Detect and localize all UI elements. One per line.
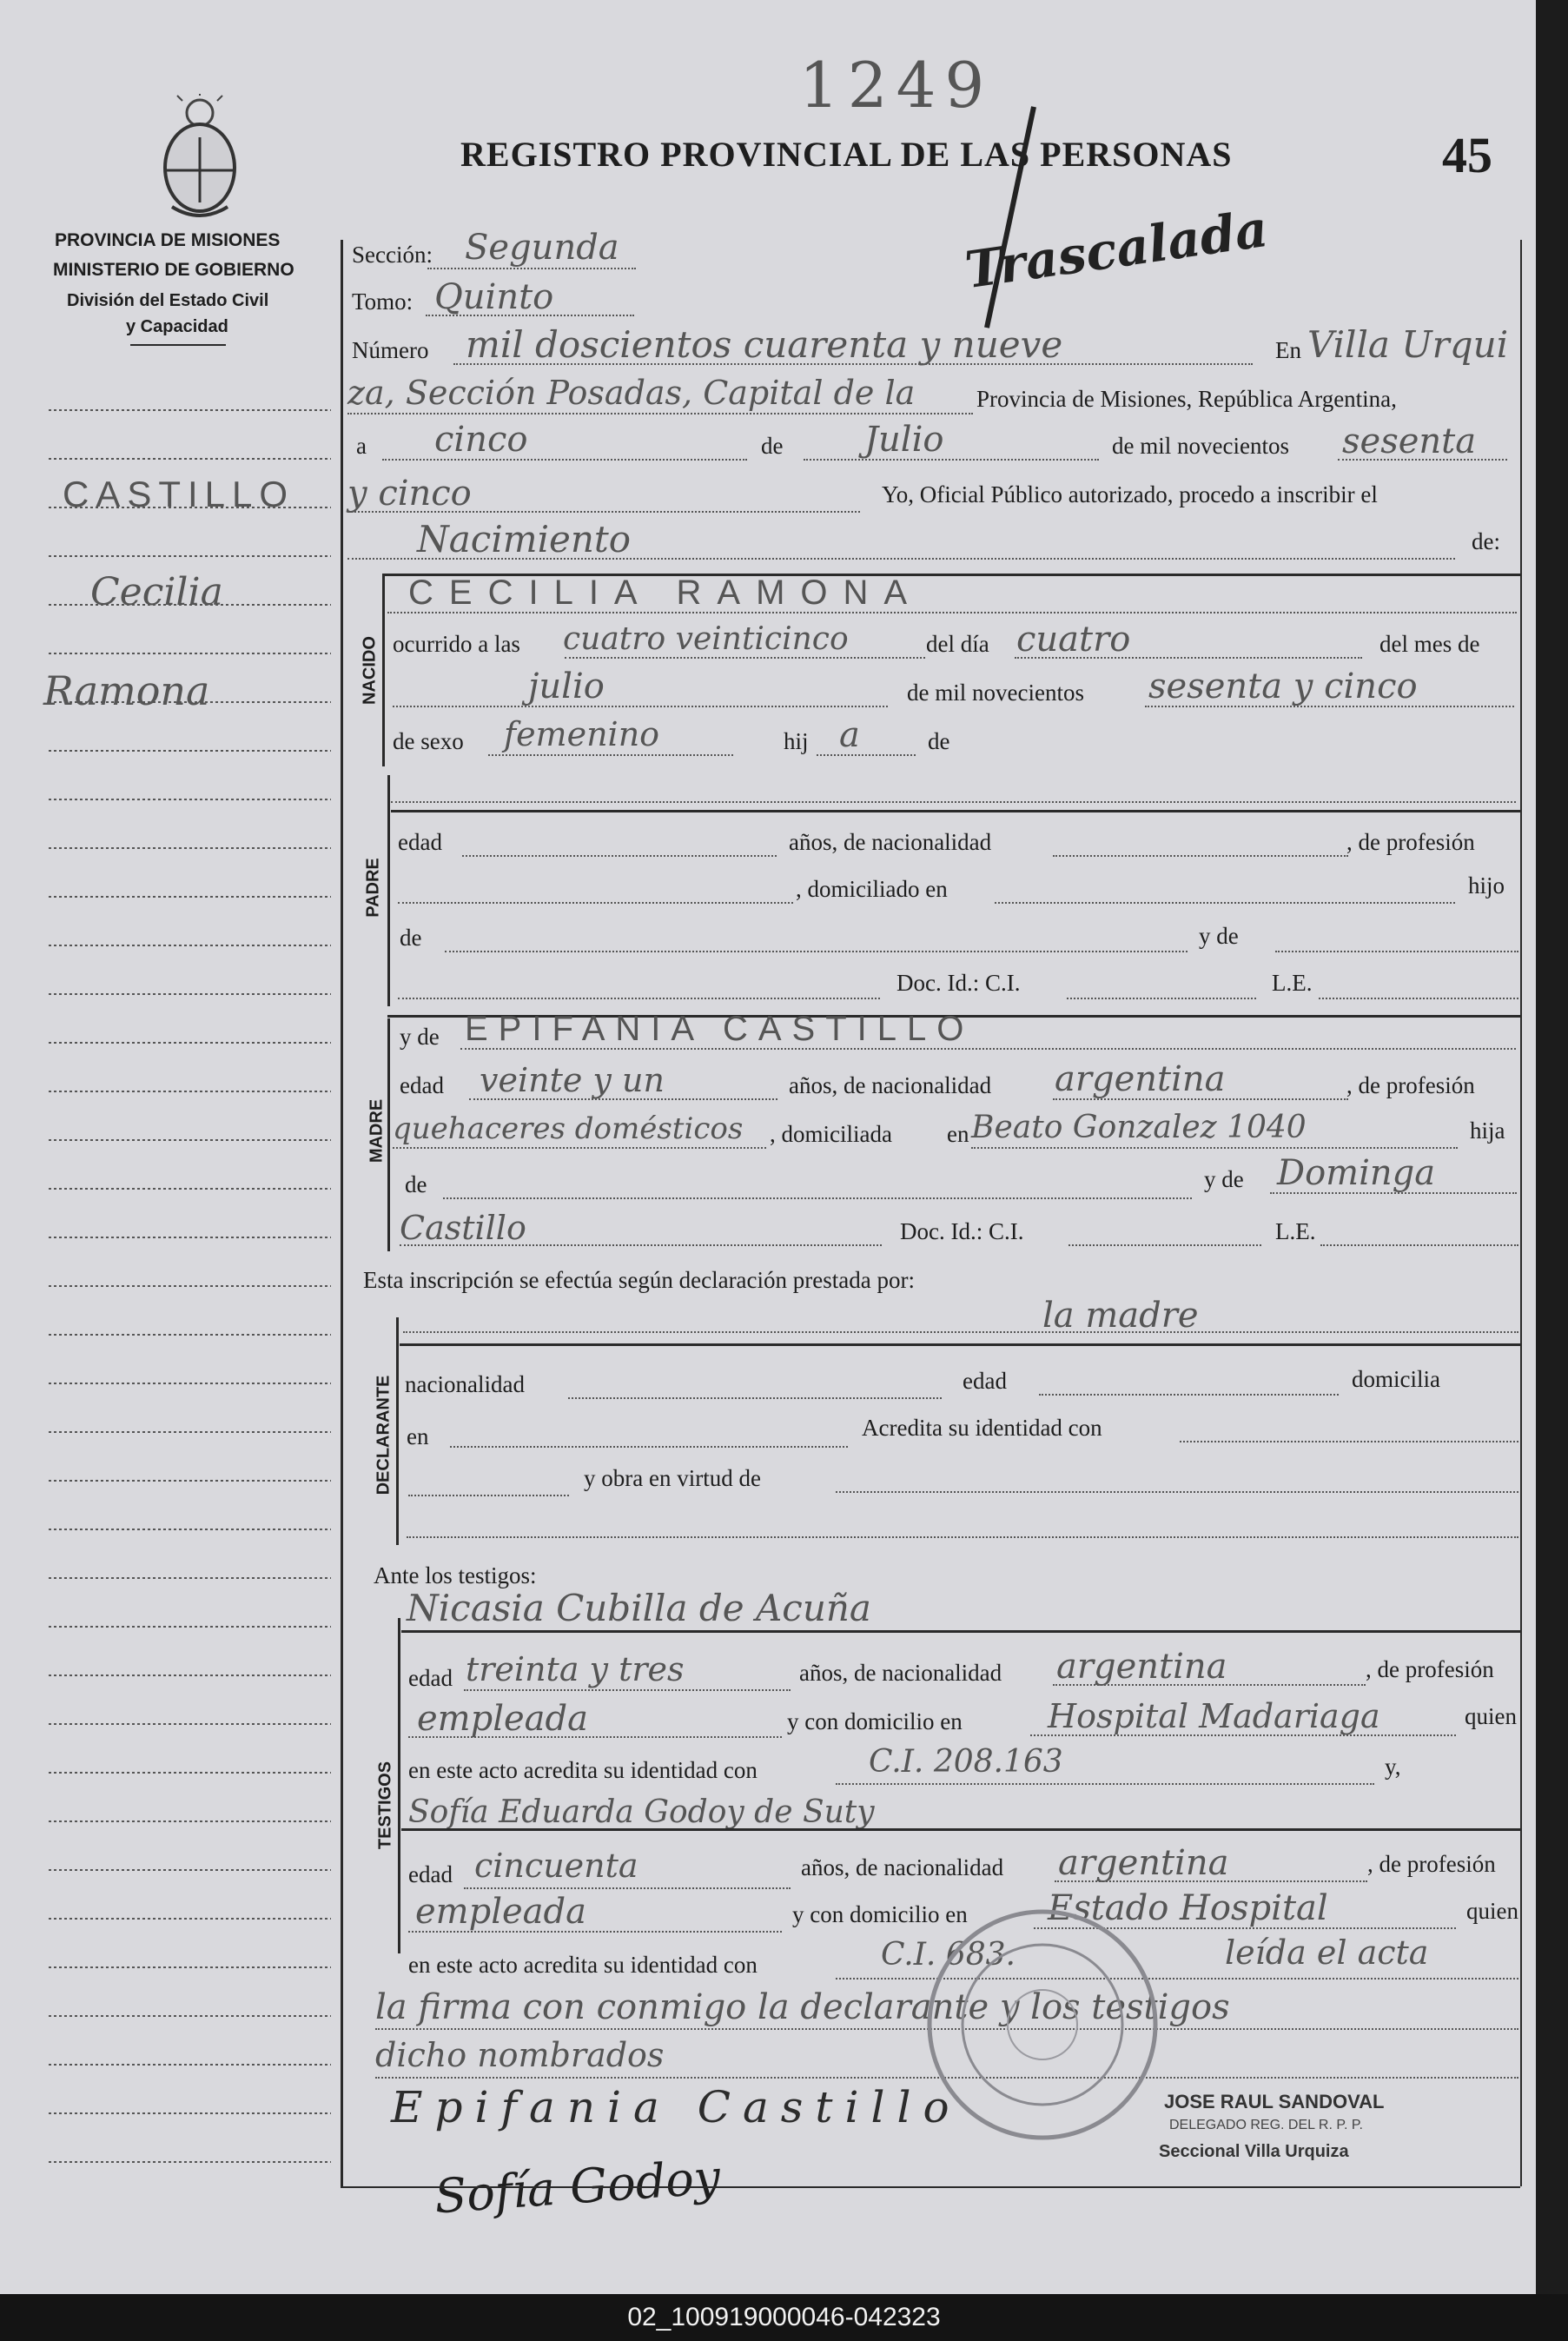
decl-domicilia-label: domicilia	[1352, 1366, 1440, 1392]
padre-doc-label: Doc. Id.: C.I.	[896, 970, 1021, 996]
officer-title: DELEGADO REG. DEL R. P. P.	[1169, 2118, 1363, 2132]
province-label: PROVINCIA DE MISIONES	[55, 230, 281, 250]
tomo-label: Tomo:	[352, 288, 414, 315]
officer-office: Seccional Villa Urquiza	[1159, 2142, 1349, 2161]
del-dia-label: del día	[926, 631, 989, 657]
acto-value: Nacimiento	[417, 518, 632, 560]
testigos-intro: Ante los testigos:	[374, 1562, 537, 1588]
en-label: En	[1275, 337, 1301, 363]
declaracion-text: Esta inscripción se efectúa según declaración prestada por:	[363, 1267, 915, 1293]
madre-nacionalidad-value: argentina	[1055, 1059, 1226, 1099]
margin-surname: CASTILLO	[63, 474, 295, 514]
officer-name: JOSE RAUL SANDOVAL	[1164, 2091, 1385, 2112]
year-value-1: sesenta	[1342, 421, 1477, 461]
t2-name: Sofía Eduarda Godoy de Suty	[408, 1794, 875, 1830]
t1-edad: treinta y tres	[466, 1650, 685, 1688]
nacido-name: CECILIA RAMONA	[408, 574, 923, 612]
numero-label: Número	[352, 337, 429, 363]
decl-acredita-label: Acredita su identidad con	[862, 1415, 1102, 1441]
mes-value: julio	[528, 666, 605, 706]
t1-profesion-label: , de profesión	[1366, 1656, 1494, 1682]
madre-profesion-value: quehaceres domésticos	[393, 1111, 744, 1146]
year-prefix: de mil novecientos	[1112, 433, 1289, 459]
month-value: Julio	[864, 420, 944, 460]
t1-domicilio-label: y con domicilio en	[787, 1708, 963, 1734]
de-label-nacido: de	[928, 728, 950, 754]
padre-y-de-label: y de	[1199, 923, 1239, 949]
del-mes-label: del mes de	[1379, 631, 1480, 657]
madre-madre-value1: Dominga	[1277, 1153, 1436, 1193]
tomo-value: Quinto	[434, 277, 554, 317]
declarant-signature: Epifania Castillo	[391, 2082, 962, 2132]
scan-id: 02_100919000046-042323	[627, 2303, 941, 2331]
hij-label: hij	[784, 728, 809, 754]
margin-name2: Ramona	[43, 667, 210, 714]
t2-tail: leída el acta	[1225, 1933, 1429, 1972]
t1-name: Nicasia Cubilla de Acuña	[407, 1587, 871, 1629]
division-label: División del Estado Civil	[67, 291, 269, 310]
de-label: de	[761, 433, 784, 459]
page-title: REGISTRO PROVINCIAL DE LAS PERSONAS	[460, 135, 1233, 174]
decl-obra-label: y obra en virtud de	[584, 1465, 761, 1491]
t1-quien-label: quien	[1465, 1703, 1517, 1729]
padre-anios-label: años, de nacionalidad	[789, 829, 992, 855]
t1-doc: C.I. 208.163	[869, 1744, 1063, 1780]
year-value-2: y cinco	[347, 474, 472, 514]
madre-doc-label: Doc. Id.: C.I.	[900, 1218, 1024, 1244]
sexo-label: de sexo	[393, 728, 464, 754]
madre-profesion-label: , de profesión	[1346, 1072, 1475, 1098]
padre-profesion-label: , de profesión	[1346, 829, 1475, 855]
hora-value: cuatro veinticinco	[563, 621, 849, 657]
t1-domicilio: Hospital Madariaga	[1048, 1697, 1380, 1735]
t2-nacionalidad: argentina	[1058, 1843, 1229, 1883]
stamp-number: 1249	[799, 49, 994, 122]
padre-le-label: L.E.	[1272, 970, 1313, 996]
traslado-annotation: Trascalada	[961, 198, 1272, 301]
decl-nacionalidad-label: nacionalidad	[405, 1371, 525, 1397]
ocurrido-label: ocurrido a las	[393, 631, 520, 657]
t1-nacionalidad: argentina	[1056, 1647, 1227, 1687]
madre-madre-value2: Castillo	[400, 1209, 526, 1247]
closing-line-2: dicho nombrados	[375, 2036, 665, 2074]
madre-le-label: L.E.	[1275, 1218, 1316, 1244]
capacidad-label: y Capacidad	[126, 317, 228, 336]
oficial-text: Yo, Oficial Público autorizado, procedo a inscribir el	[882, 481, 1378, 507]
padre-domiciliado-label: , domiciliado en	[796, 876, 948, 902]
t2-quien-label: quien	[1466, 1898, 1518, 1924]
witness-signature: Sofía Godoy	[433, 2149, 723, 2225]
t1-anios-label: años, de nacionalidad	[799, 1660, 1002, 1686]
day-value: cinco	[434, 420, 528, 460]
coat-of-arms-icon	[156, 94, 243, 224]
padre-de-label: de	[400, 925, 422, 951]
t2-domicilio-label: y con domicilio en	[792, 1901, 968, 1927]
t1-profesion: empleada	[417, 1699, 588, 1739]
closing-line-1: la firma con conmigo la declarante y los testigos	[375, 1987, 1230, 2027]
t1-edad-label: edad	[408, 1665, 453, 1691]
declarante-label: DECLARANTE	[374, 1375, 394, 1495]
decl-edad-label: edad	[963, 1368, 1007, 1394]
seccion-value: Segunda	[465, 228, 619, 268]
madre-edad-value: veinte y un	[480, 1061, 665, 1099]
t2-anios-label: años, de nacionalidad	[801, 1854, 1004, 1880]
numero-value: mil doscientos cuarenta y nueve	[466, 323, 1063, 366]
madre-de-label: de	[405, 1171, 427, 1197]
t2-acredita-label: en este acto acredita su identidad con	[408, 1952, 758, 1978]
padre-edad-label: edad	[398, 829, 442, 855]
ministry-label: MINISTERIO DE GOBIERNO	[53, 260, 294, 280]
scan-footer	[0, 2294, 1568, 2341]
anio-value: sesenta y cinco	[1148, 666, 1418, 706]
provincia-text: Provincia de Misiones, República Argentina,	[976, 386, 1397, 412]
seccion-label: Sección:	[352, 242, 433, 268]
madre-name: EPIFANIA CASTILLO	[465, 1010, 975, 1048]
a-label: a	[356, 433, 367, 459]
t2-profesion-label: , de profesión	[1367, 1851, 1496, 1877]
t2-domicilio: Estado Hospital	[1048, 1888, 1328, 1928]
madre-anios-label: años, de nacionalidad	[789, 1072, 992, 1098]
madre-y-de2-label: y de	[1204, 1166, 1244, 1192]
sexo-value: femenino	[504, 715, 660, 753]
nacido-label: NACIDO	[360, 636, 380, 705]
madre-domicilio-value: Beato Gonzalez 1040	[971, 1110, 1307, 1145]
t1-acredita-label: en este acto acredita su identidad con	[408, 1757, 758, 1783]
decl-en-label: en	[407, 1423, 429, 1449]
madre-label: MADRE	[367, 1098, 387, 1164]
de-colon: de:	[1472, 528, 1500, 554]
t1-y-label: y,	[1385, 1754, 1401, 1780]
page-number: 45	[1442, 127, 1492, 183]
madre-edad-label: edad	[400, 1072, 444, 1098]
t2-profesion: empleada	[415, 1892, 586, 1932]
dia-value: cuatro	[1016, 620, 1131, 660]
t2-edad: cincuenta	[474, 1847, 638, 1885]
madre-hija-label: hija	[1470, 1117, 1505, 1144]
declarante-value: la madre	[1042, 1296, 1199, 1336]
margin-name1: Cecilia	[90, 570, 223, 614]
en-value: Villa Urqui	[1307, 323, 1509, 366]
t2-edad-label: edad	[408, 1861, 453, 1887]
hij-value: a	[839, 715, 860, 755]
padre-hijo-label: hijo	[1468, 872, 1505, 899]
anio-label: de mil novecientos	[907, 680, 1084, 706]
madre-en-label: en	[947, 1121, 969, 1147]
t2-doc: C.I. 683.	[881, 1937, 1016, 1973]
testigos-label: TESTIGOS	[375, 1761, 395, 1850]
madre-y-de-label: y de	[400, 1024, 440, 1050]
place-value: za, Sección Posadas, Capital de la	[347, 374, 916, 412]
padre-label: PADRE	[363, 858, 383, 918]
madre-domiciliada-label: , domiciliada	[770, 1121, 892, 1147]
